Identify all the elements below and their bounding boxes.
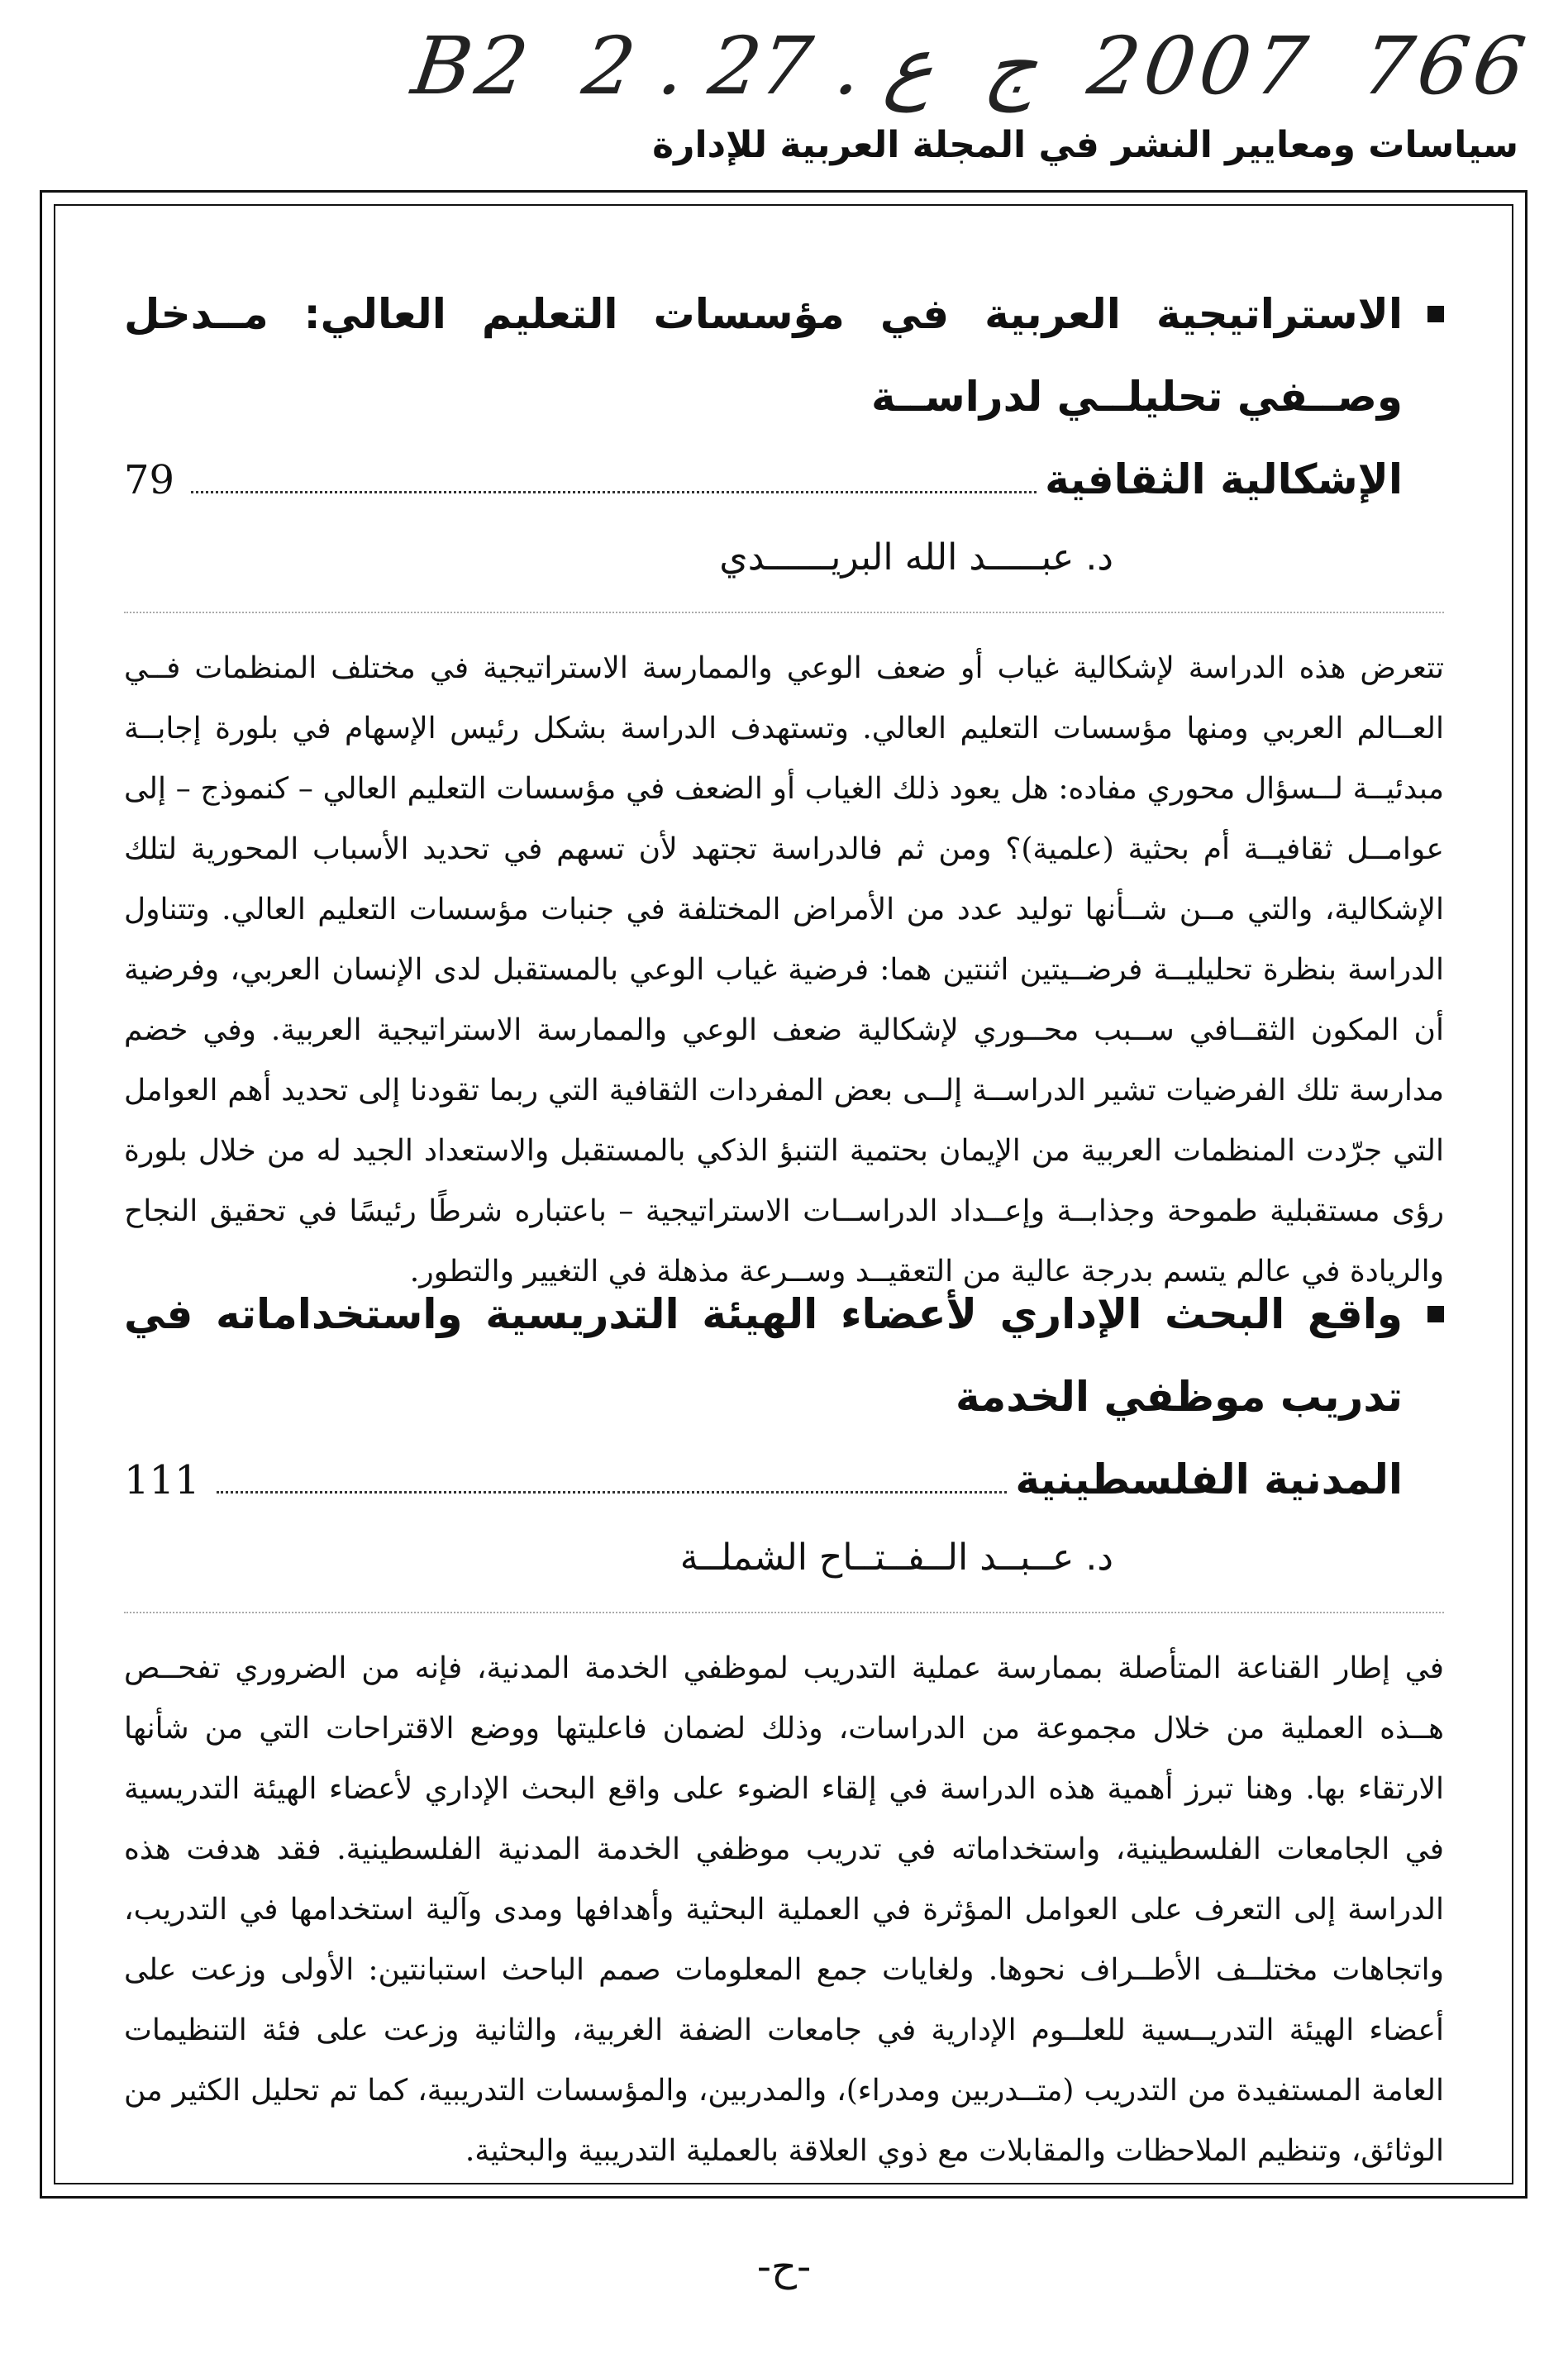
handwritten-catalog-note bbox=[407, 17, 1537, 116]
entry-title-line2-row bbox=[124, 438, 1444, 522]
abstract-text: تتعرض هذه الدراسة لإشكالية غياب أو ضعف الوعي والممارسة الاستراتيجية في مختلف المنظمات فــي العــالم العربي ومنها مؤسسات التعليم العالي. وتستهدف الدراسة بشكل رئيس الإسهام في بلورة إجابــة مبدئيــة لــسؤال محوري مفاده: هل يعود ذلك الغياب أو الضعف في مؤسسات التعليم العالي – كنموذج – إلى عوامــل ثقافيــة أم بحثية (علمية)؟ ومن ثم فالدراسة تجتهد لأن تسهم في تحديد الأسباب المحورية لتلك الإشكالية، والتي مــن شــأنها توليد عدد من الأمراض المختلفة في جنبات مؤسسات التعليم العالي. وتتناول الدراسة بنظرة تحليليــة فرضــيتين اثنتين هما: فرضية غياب الوعي بالمستقبل لدى الإنسان العربي، وفرضية أن المكون الثقــافي ســبب محــوري لإشكالية ضعف الوعي والممارسة الاستراتيجية العربية. وفي خضم مدارسة تلك الفرضيات تشير الدراســة إلــى بعض المفردات الثقافية التي ربما تقودنا إلى تحديد أهم العوامل التي جرّدت المنظمات العربية من الإيمان بحتمية التنبؤ الذكي بالمستقبل والاستعداد الجيد له من خلال بلورة رؤى مستقبلية طموحة وجذابــة وإعــداد الدراســات الاستراتيجية – باعتباره شرطًا رئيسًا في تحقيق النجاح والريادة في عالم يتسم بدرجة عالية من التعقيــد وســرعة مذهلة في التغيير والتطور. bbox=[124, 651, 1444, 1289]
toc-entry-2 bbox=[124, 1273, 1444, 2181]
journal-running-title: سياسات ومعايير النشر في المجلة العربية للإدارة bbox=[652, 124, 1518, 166]
dot-leader bbox=[217, 1490, 1008, 1494]
page-number: 79 bbox=[124, 457, 175, 503]
entry-title bbox=[124, 273, 1444, 438]
entry-title bbox=[124, 1273, 1444, 1438]
entry-title-line1: الاستراتيجية العربية في مؤسسات التعليم العالي: مــدخل وصــفي تحليلــي لدراســة bbox=[124, 290, 1403, 421]
bullet-icon bbox=[1427, 1306, 1444, 1322]
note-part: 766 bbox=[1356, 20, 1536, 112]
entry-title-line1: واقع البحث الإداري لأعضاء الهيئة التدريسية واستخداماته في تدريب موظفي الخدمة bbox=[124, 1290, 1403, 1421]
entry-title-line2: الإشكالية الثقافية bbox=[1045, 455, 1403, 503]
note-part: 2 . ع . 27 bbox=[577, 20, 941, 112]
note-part: B2 bbox=[407, 20, 539, 112]
note-part: 2007 bbox=[1082, 20, 1318, 112]
toc-entry-1 bbox=[124, 273, 1444, 1302]
author-name: د. عبـــــد الله البريــــــدي bbox=[719, 536, 1113, 579]
abstract bbox=[124, 612, 1444, 1302]
entry-title-line2-row bbox=[124, 1438, 1444, 1522]
abstract-text: في إطار القناعة المتأصلة بممارسة عملية التدريب لموظفي الخدمة المدنية، فإنه من الضروري تفحــص هــذه العملية من خلال مجموعة من الدراسات، وذلك لضمان فاعليتها ووضع الاقتراحات التي من شأنها الارتقاء بها. وهنا تبرز أهمية هذه الدراسة في إلقاء الضوء على واقع البحث الإداري لأعضاء الهيئة التدريسية في الجامعات الفلسطينية، واستخداماته في تدريب موظفي الخدمة المدنية الفلسطينية. فقد هدفت هذه الدراسة إلى التعرف على العوامل المؤثرة في العملية البحثية وأهدافها ومدى وآلية استخدامها في التدريب، واتجاهات مختلــف الأطــراف نحوها. ولغايات جمع المعلومات صمم الباحث استبانتين: الأولى وزعت على أعضاء الهيئة التدريــسية للعلــوم الإدارية في جامعات الضفة الغربية، والثانية وزعت على فئة التنظيمات العامة المستفيدة من التدريب (متــدربين ومدراء)، والمدربين، والمؤسسات التدريبية، كما تم تحليل الكثير من الوثائق، وتنظيم الملاحظات والمقابلات مع ذوي العلاقة بالعملية التدريبية والبحثية. bbox=[124, 1651, 1444, 2168]
abstract bbox=[124, 1612, 1444, 2181]
dot-leader bbox=[191, 490, 1037, 493]
entry-title-line2: المدنية الفلسطينية bbox=[1015, 1455, 1403, 1503]
page-footer-number: -ح- bbox=[756, 2244, 812, 2290]
author-name: د. عــبــد الــفــتــاح الشملــة bbox=[679, 1536, 1113, 1579]
note-part: ج bbox=[979, 20, 1044, 112]
page-number: 111 bbox=[124, 1457, 200, 1503]
bullet-icon bbox=[1427, 306, 1444, 322]
